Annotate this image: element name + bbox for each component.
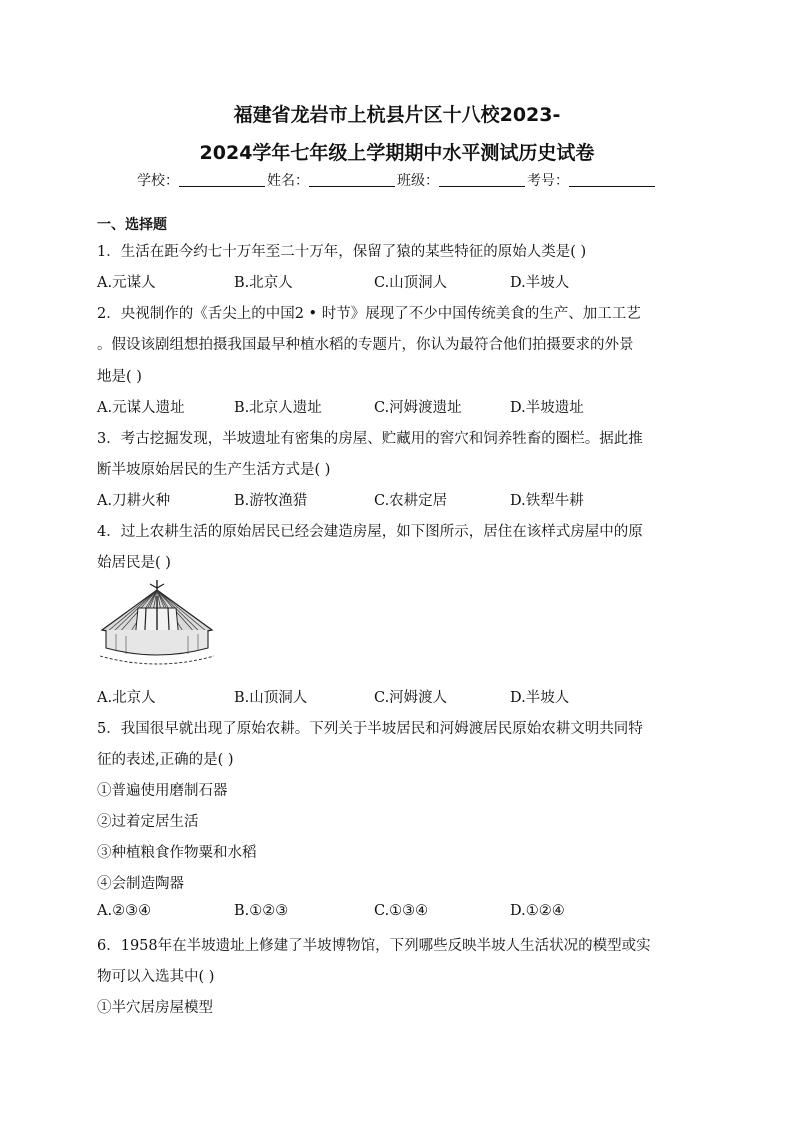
exam-number-label: 考号： bbox=[527, 173, 569, 189]
question-2-text-line-1: 2．央视制作的《舌尖上的中国2 • 时节》展现了不少中国传统美食的生产、加工工艺 bbox=[97, 306, 641, 322]
question-5-option-a[interactable]: A.②③④ bbox=[97, 903, 152, 919]
question-1-text: 1．生活在距今约七十万年至二十万年，保留了猿的某些特征的原始人类是( ) bbox=[97, 244, 587, 260]
question-4-text-line-2: 始居民是( ) bbox=[97, 555, 171, 571]
question-2-option-c[interactable]: C.河姆渡遗址 bbox=[374, 400, 462, 416]
question-1-option-a[interactable]: A.元谋人 bbox=[97, 275, 156, 291]
exam-number-blank[interactable] bbox=[569, 186, 655, 187]
question-2-text-line-3: 地是( ) bbox=[97, 369, 142, 385]
exam-title-line-2: 2024学年七年级上学期期中水平测试历史试卷 bbox=[199, 142, 595, 164]
question-4-option-b[interactable]: B.山顶洞人 bbox=[234, 690, 308, 706]
question-3-text-line-1: 3．考古挖掘发现，半坡遗址有密集的房屋、贮藏用的窖穴和饲养牲畜的圈栏。据此推 bbox=[97, 431, 643, 447]
question-6-text-line-2: 物可以入选其中( ) bbox=[97, 969, 215, 985]
question-5-text-line-2: 征的表述,正确的是( ) bbox=[97, 752, 234, 768]
school-blank[interactable] bbox=[179, 186, 265, 187]
question-6-text-line-1: 6．1958年在半坡遗址上修建了半坡博物馆，下列哪些反映半坡人生活状况的模型或实 bbox=[97, 938, 651, 954]
question-1-option-c[interactable]: C.山顶洞人 bbox=[374, 275, 448, 291]
section-heading: 一、选择题 bbox=[97, 217, 167, 233]
question-3-option-d[interactable]: D.铁犁牛耕 bbox=[510, 493, 584, 509]
question-3-option-b[interactable]: B.游牧渔猎 bbox=[234, 493, 308, 509]
question-3-text-line-2: 断半坡原始居民的生产生活方式是( ) bbox=[97, 462, 331, 478]
question-5-text-line-1: 5．我国很早就出现了原始农耕。下列关于半坡居民和河姆渡居民原始农耕文明共同特 bbox=[97, 721, 643, 737]
question-2-option-a[interactable]: A.元谋人遗址 bbox=[97, 400, 185, 416]
question-4-text-line-1: 4．过上农耕生活的原始居民已经会建造房屋，如下图所示，居住在该样式房屋中的原 bbox=[97, 524, 643, 540]
question-5-statement-1: ①普遍使用磨制石器 bbox=[97, 783, 228, 799]
question-3-option-c[interactable]: C.农耕定居 bbox=[374, 493, 448, 509]
question-1-option-b[interactable]: B.北京人 bbox=[234, 275, 293, 291]
question-6-statement-1: ①半穴居房屋模型 bbox=[97, 1000, 213, 1016]
question-1-option-d[interactable]: D.半坡人 bbox=[510, 275, 570, 291]
question-5-option-c[interactable]: C.①③④ bbox=[374, 903, 429, 919]
question-2-option-b[interactable]: B.北京人遗址 bbox=[234, 400, 322, 416]
semi-subterranean-house-illustration bbox=[98, 578, 216, 672]
question-5-option-d[interactable]: D.①②④ bbox=[510, 903, 565, 919]
question-4-option-d[interactable]: D.半坡人 bbox=[510, 690, 570, 706]
school-label: 学校： bbox=[137, 173, 179, 189]
question-2-text-line-2: 。假设该剧组想拍摄我国最早种植水稻的专题片，你认为最符合他们拍摄要求的外景 bbox=[97, 337, 634, 353]
question-3-option-a[interactable]: A.刀耕火种 bbox=[97, 493, 171, 509]
class-label: 班级： bbox=[397, 173, 439, 189]
question-5-statement-2: ②过着定居生活 bbox=[97, 814, 199, 830]
question-5-option-b[interactable]: B.①②③ bbox=[234, 903, 289, 919]
class-blank[interactable] bbox=[439, 186, 525, 187]
question-5-statement-3: ③种植粮食作物粟和水稻 bbox=[97, 845, 257, 861]
name-label: 姓名： bbox=[267, 173, 309, 189]
exam-title-line-1: 福建省龙岩市上杭县片区十八校2023- bbox=[233, 104, 561, 126]
question-4-option-a[interactable]: A.北京人 bbox=[97, 690, 156, 706]
name-blank[interactable] bbox=[309, 186, 395, 187]
student-info-row bbox=[0, 170, 794, 190]
question-4-option-c[interactable]: C.河姆渡人 bbox=[374, 690, 448, 706]
question-5-statement-4: ④会制造陶器 bbox=[97, 876, 184, 892]
question-2-option-d[interactable]: D.半坡遗址 bbox=[510, 400, 584, 416]
